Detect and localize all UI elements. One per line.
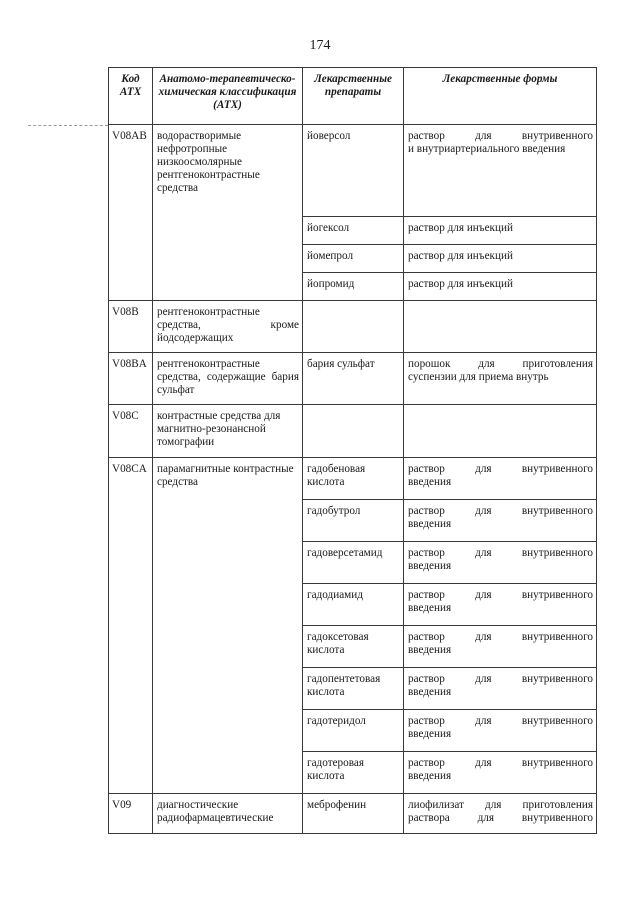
header-drugs: Лекарственные препараты xyxy=(303,68,404,125)
form-cell: раствор для инъекций xyxy=(404,217,597,245)
form-cell: порошок для приготовления суспензии для приема внутрь xyxy=(404,353,597,405)
drug-cell xyxy=(303,405,404,458)
drug-cell: йогексол xyxy=(303,217,404,245)
form-cell: раствор для внутривенного введения xyxy=(404,500,597,542)
atc-code-cell: V08BA xyxy=(109,353,153,405)
drug-cell: гадоверсетамид xyxy=(303,542,404,584)
classification-cell: диагностические радиофармацевтические xyxy=(153,794,303,834)
form-cell: раствор для внутривенного введения xyxy=(404,668,597,710)
header-classification: Анатомо-терапевтическо-химическая классификация (АТХ) xyxy=(153,68,303,125)
form-cell xyxy=(404,301,597,353)
classification-cell: рентгеноконтрастные средства, содержащие бария сульфат xyxy=(153,353,303,405)
atc-code-cell: V08CA xyxy=(109,458,153,794)
drug-cell: бария сульфат xyxy=(303,353,404,405)
table-row xyxy=(109,405,597,458)
drug-cell: гадобутрол xyxy=(303,500,404,542)
header-atc-code: Код АТХ xyxy=(109,68,153,125)
drug-cell: йоверсол xyxy=(303,125,404,217)
form-cell: раствор для внутривенного введения xyxy=(404,752,597,794)
form-cell: раствор для инъекций xyxy=(404,245,597,273)
atc-table xyxy=(108,67,597,834)
form-cell: раствор для внутривенного введения xyxy=(404,710,597,752)
drug-cell: йопромид xyxy=(303,273,404,301)
table-row xyxy=(109,458,597,500)
classification-cell: парамагнитные контрастные средства xyxy=(153,458,303,794)
header-forms: Лекарственные формы xyxy=(404,68,597,125)
form-cell: раствор для внутривенного введения xyxy=(404,458,597,500)
drug-cell: гадоксетовая кислота xyxy=(303,626,404,668)
drug-cell: меброфенин xyxy=(303,794,404,834)
drug-cell: гадотеровая кислота xyxy=(303,752,404,794)
page-number: 174 xyxy=(309,38,331,53)
drug-cell: гадобеновая кислота xyxy=(303,458,404,500)
table-row xyxy=(109,125,597,217)
form-cell: раствор для инъекций xyxy=(404,273,597,301)
margin-divider xyxy=(28,125,108,126)
atc-code-cell: V08C xyxy=(109,405,153,458)
form-cell: раствор для внутривенного введения xyxy=(404,626,597,668)
drug-cell: гадотеридол xyxy=(303,710,404,752)
atc-code-cell: V08B xyxy=(109,301,153,353)
form-cell xyxy=(404,405,597,458)
classification-cell: контрастные средства для магнитно-резонансной томографии xyxy=(153,405,303,458)
drug-cell: йомепрол xyxy=(303,245,404,273)
classification-cell: водорастворимые нефротропные низкоосмолярные рентгеноконтрастные средства xyxy=(153,125,303,301)
table-header-row xyxy=(109,68,597,125)
form-cell: раствор для внутривенного введения xyxy=(404,584,597,626)
form-cell: раствор для внутривенного и внутриартериального введения xyxy=(404,125,597,217)
table-row xyxy=(109,794,597,834)
table-row xyxy=(109,301,597,353)
drug-cell xyxy=(303,301,404,353)
form-cell: лиофилизат для приготовления раствора для внутривенного xyxy=(404,794,597,834)
classification-cell: рентгеноконтрастные средства, кроме йодсодержащих xyxy=(153,301,303,353)
atc-code-cell: V08AB xyxy=(109,125,153,301)
table-row xyxy=(109,353,597,405)
atc-code-cell: V09 xyxy=(109,794,153,834)
form-cell: раствор для внутривенного введения xyxy=(404,542,597,584)
drug-cell: гадопентетовая кислота xyxy=(303,668,404,710)
drug-cell: гадодиамид xyxy=(303,584,404,626)
